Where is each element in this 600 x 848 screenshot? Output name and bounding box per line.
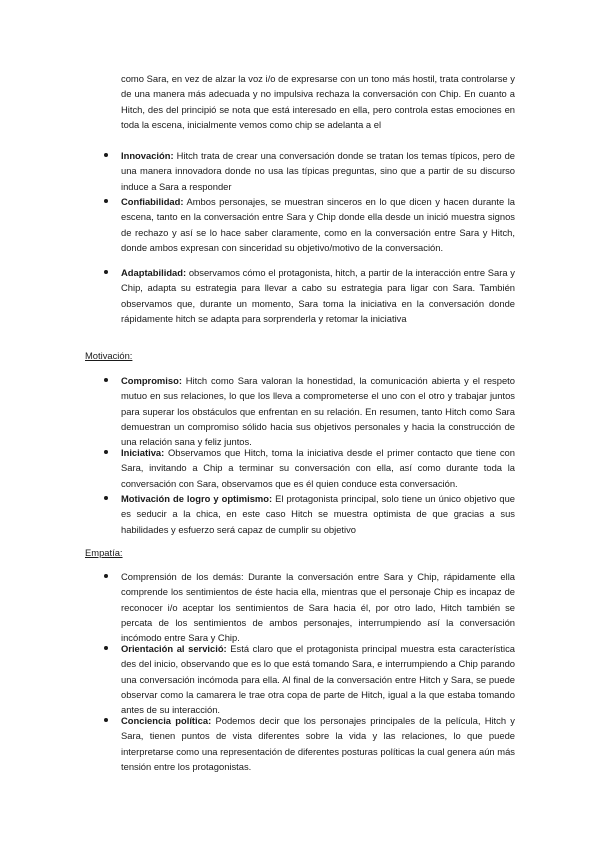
list-item-comprension <box>121 569 515 645</box>
list-item-iniciativa <box>121 445 515 491</box>
list-item-confiabilidad <box>121 194 515 255</box>
heading-motivacion: Motivación: <box>85 350 133 361</box>
list-item-conciencia-politica <box>121 713 515 774</box>
bullet-icon <box>104 646 108 650</box>
bullet-icon <box>104 574 108 578</box>
item-lead: Compromiso: <box>121 375 182 386</box>
bullet-icon <box>104 450 108 454</box>
list-item-adaptabilidad <box>121 265 515 326</box>
intro-paragraph: como Sara, en vez de alzar la voz i/o de expresarse con un tono más hostil, trata controlarse y de una manera más adecuada y no impulsiva rechaza la conversación con Chip. En cuanto a Hitch, des del principió se nota que está interesado en ella, pero controla estas emociones en toda la escena, inicialmente vemos como chip se adelanta a el <box>121 73 515 130</box>
item-lead: Adaptabilidad: <box>121 267 187 278</box>
item-text: Está claro que el protagonista principal muestra esta característica des del inicio, observando que es lo que está tomando Sara, e interrumpiendo a Chip parando una conversación incómoda para ella. Al final de la conversación entre Hitch y Sara, se puede observar como la camarera le trae otra copa de parte de Hitch, igual a la que estaba tomando antes de su interacción. <box>121 643 515 716</box>
item-lead: Iniciativa: <box>121 447 165 458</box>
bullet-icon <box>104 378 108 382</box>
list-item-motivacion-logro <box>121 491 515 537</box>
item-text: observamos cómo el protagonista, hitch, a partir de la interacción entre Sara y Chip, adapta su estrategia para llevar a cabo su estrategia para ligar con Sara. También observamos que, durante un momento, Sara toma la iniciativa en la conversación donde rápidamente hitch se adapta para sorprenderla y retomar la iniciativa <box>121 267 515 324</box>
item-text: Hitch trata de crear una conversación donde se tratan los temas típicos, pero de una manera innovadora donde no usa las típicas preguntas, sino que a partir de su discurso induce a Sara a responder <box>121 150 515 192</box>
bullet-icon <box>104 496 108 500</box>
item-text: Hitch como Sara valoran la honestidad, la comunicación abierta y el respeto mutuo en sus relaciones, lo que los lleva a comprometerse el uno con el otro y trabajar juntos para superar los obstáculos que enfrentan en su relación. En resumen, tanto Hitch como Sara demuestran un compromiso sólido hacia sus objetivos personales y hacia la construcción de una relación sana y feliz juntos. <box>121 375 515 448</box>
heading-empatia: Empatía: <box>85 547 123 558</box>
bullet-icon <box>104 199 108 203</box>
list-item-innovacion <box>121 148 515 194</box>
item-text: Comprensión de los demás: Durante la conversación entre Sara y Chip, rápidamente ella comprende los sentimientos de éste hacia ella, mientras que el personaje Chip es incapaz de reconocer i/o aceptar los sentimientos de Sara hacia él, por otro lado, Hitch también se percata de los sentimientos de ambos personajes, interrumpiendo así la conversación incómodo entre Sara y Chip. <box>121 571 515 644</box>
item-lead: Conciencia política: <box>121 715 212 726</box>
bullet-icon <box>104 718 108 722</box>
bullet-icon <box>104 270 108 274</box>
item-lead: Orientación al servició: <box>121 643 227 654</box>
item-lead: Motivación de logro y optimismo: <box>121 493 273 504</box>
bullet-icon <box>104 153 108 157</box>
item-lead: Confiabilidad: <box>121 196 184 207</box>
list-item-compromiso <box>121 373 515 449</box>
item-lead: Innovación: <box>121 150 174 161</box>
item-text: Observamos que Hitch, toma la iniciativa desde el primer contacto que tiene con Sara, invitando a Chip a terminar su conversación con ella, así como durante toda la conversación con Sara, observamos que es él quien conduce esta conversación. <box>121 447 515 489</box>
list-item-orientacion <box>121 641 515 717</box>
item-text: Podemos decir que los personajes principales de la película, Hitch y Sara, tienen puntos de vista diferentes sobre la vida y las relaciones, lo que puede interpretarse como una representación de diferentes posturas políticas la cual genera aún más tensión entre los protagonistas. <box>121 715 515 772</box>
item-text: El protagonista principal, solo tiene un único objetivo que es seducir a la chica, en este caso Hitch se muestra optimista de que gracias a sus habilidades y esfuerzo será capaz de cumplir su objetivo <box>121 493 515 535</box>
item-text: Ambos personajes, se muestran sinceros en lo que dicen y hacen durante la escena, tanto en la conversación entre Sara y Chip donde ella desde un inició muestra signos de rechazo y así se lo hace saber claramente, como en la conversación entre Sara y Hitch, donde ambos expresan con sinceridad su objetivo/motivo de la conversación. <box>121 196 515 253</box>
